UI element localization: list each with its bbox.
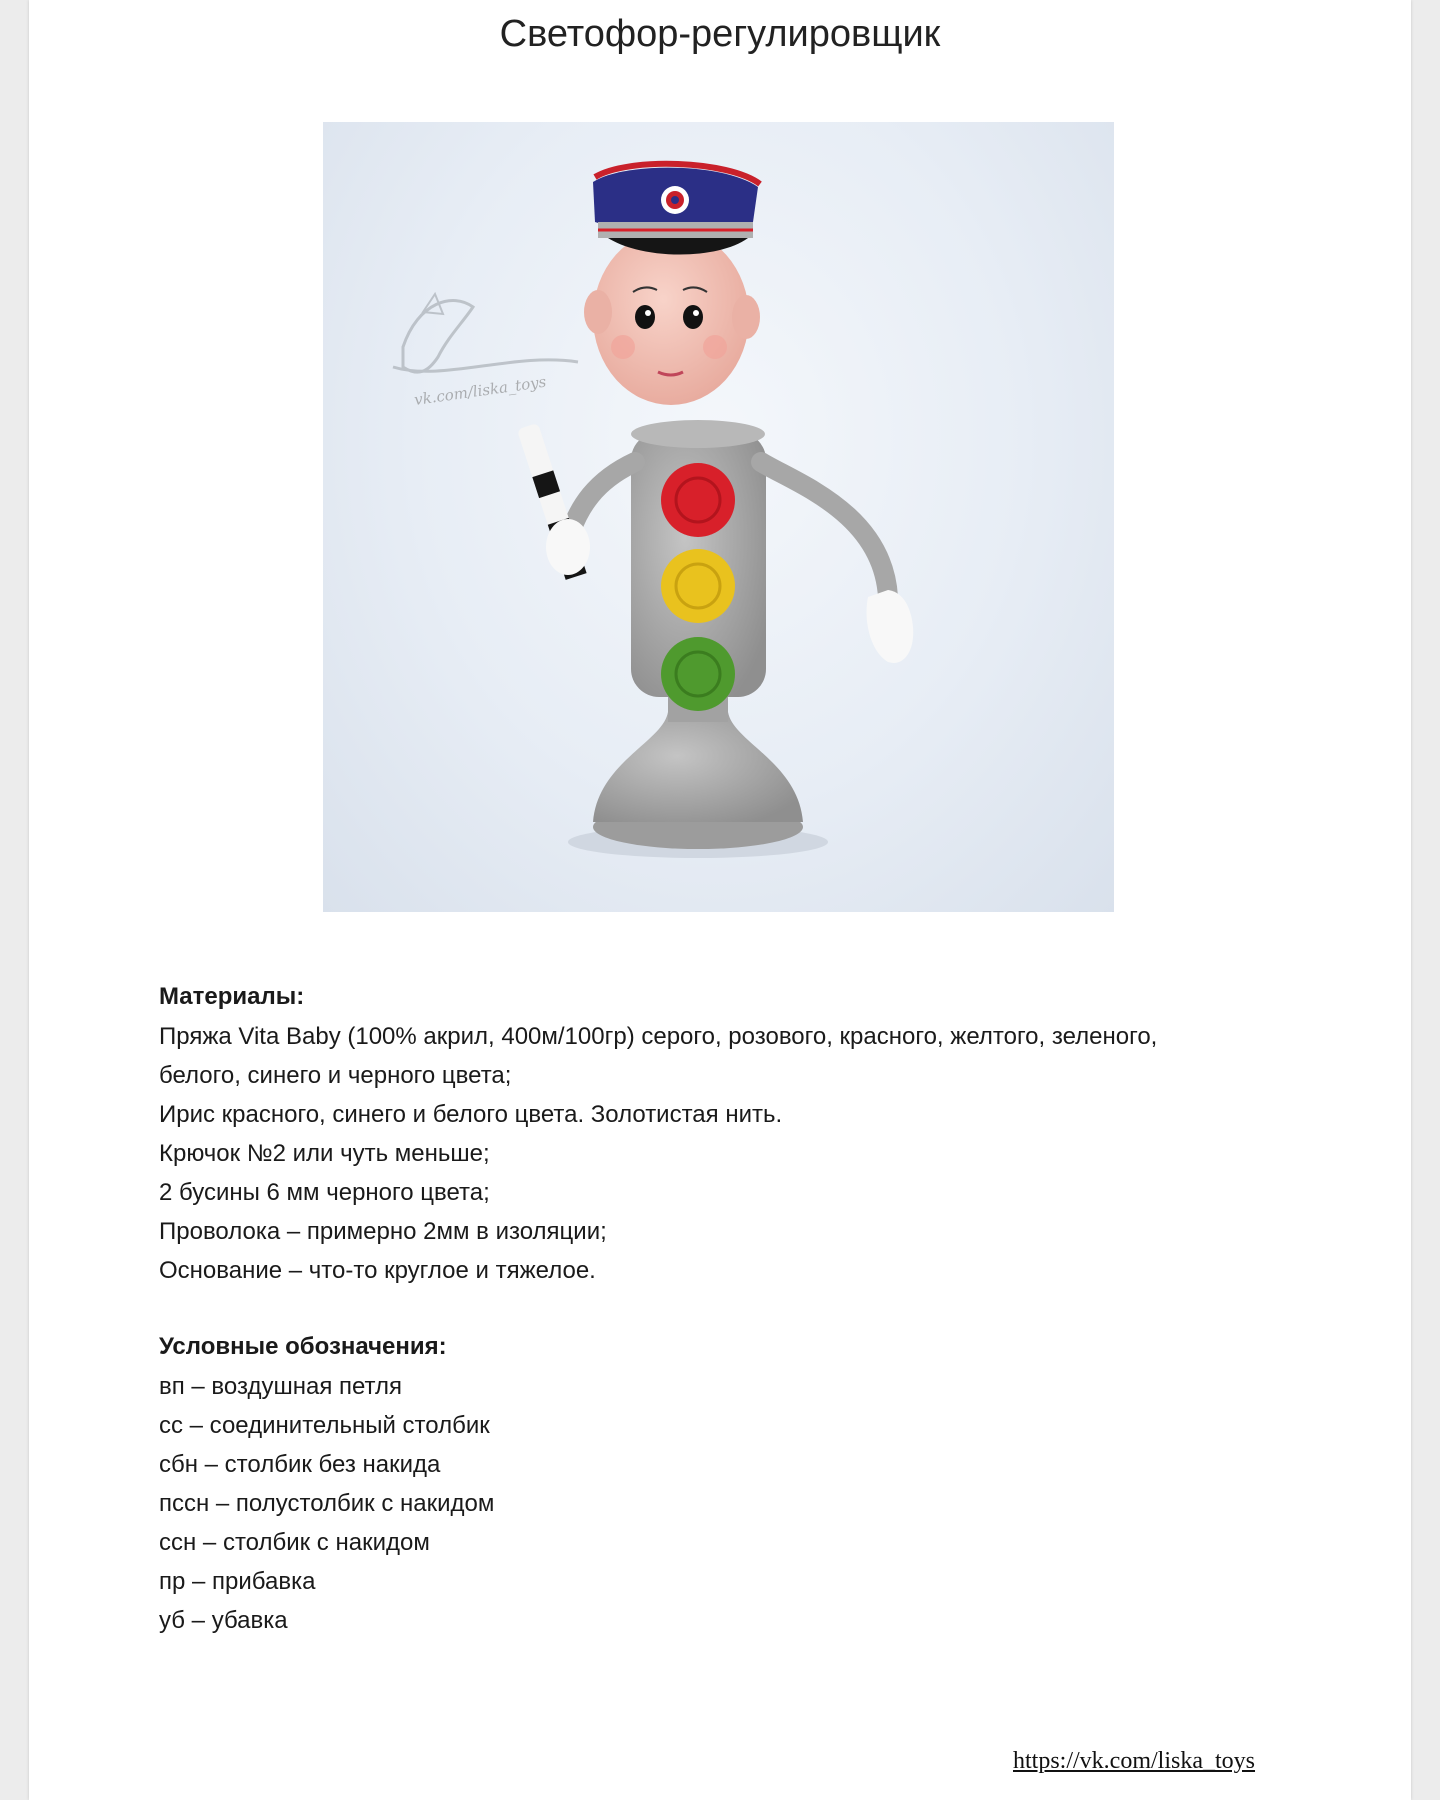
materials-line: Проволока – примерно 2мм в изоляции; <box>159 1218 607 1245</box>
materials-section <box>159 977 1309 1290</box>
legend-item: сс – соединительный столбик <box>159 1412 490 1439</box>
legend-item: вп – воздушная петля <box>159 1373 402 1400</box>
page-title: Светофор-регулировщик <box>499 13 941 55</box>
materials-line: 2 бусины 6 мм черного цвета; <box>159 1179 490 1206</box>
traffic-light-body <box>631 420 766 711</box>
materials-line: Пряжа Vita Baby (100% акрил, 400м/100гр) серого, розового, красного, желтого, зеленого, <box>159 1023 1158 1050</box>
legend-item: пр – прибавка <box>159 1568 316 1595</box>
traffic-light-toy-illustration <box>323 122 1114 912</box>
green-light <box>661 637 735 711</box>
legend-item: сбн – столбик без накида <box>159 1451 441 1478</box>
red-light <box>661 463 735 537</box>
legend-item: ссн – столбик с накидом <box>159 1529 430 1556</box>
legend-item: пссн – полустолбик с накидом <box>159 1490 495 1517</box>
materials-line: Крючок №2 или чуть меньше; <box>159 1140 490 1167</box>
head <box>584 229 760 405</box>
legend-heading: Условные обозначения: <box>159 1333 447 1360</box>
yellow-light <box>661 549 735 623</box>
legend-item: уб – убавка <box>159 1607 288 1634</box>
watermark-logo <box>393 294 578 409</box>
police-cap <box>593 164 760 255</box>
toy-photo <box>323 122 1114 912</box>
right-glove <box>867 590 914 663</box>
document-page <box>29 0 1411 1800</box>
materials-line: белого, синего и черного цвета; <box>159 1062 512 1089</box>
right-eye <box>683 305 703 329</box>
watermark-text: vk.com/liska_toys <box>413 372 548 409</box>
legend-section <box>159 1327 1309 1640</box>
left-eye <box>635 305 655 329</box>
materials-line: Основание – что-то круглое и тяжелое. <box>159 1257 596 1284</box>
materials-line: Ирис красного, синего и белого цвета. Золотистая нить. <box>159 1101 783 1128</box>
footer-vk-link[interactable]: https://vk.com/liska_toys <box>1013 1748 1256 1774</box>
materials-heading: Материалы: <box>159 983 305 1010</box>
left-glove <box>546 519 590 575</box>
